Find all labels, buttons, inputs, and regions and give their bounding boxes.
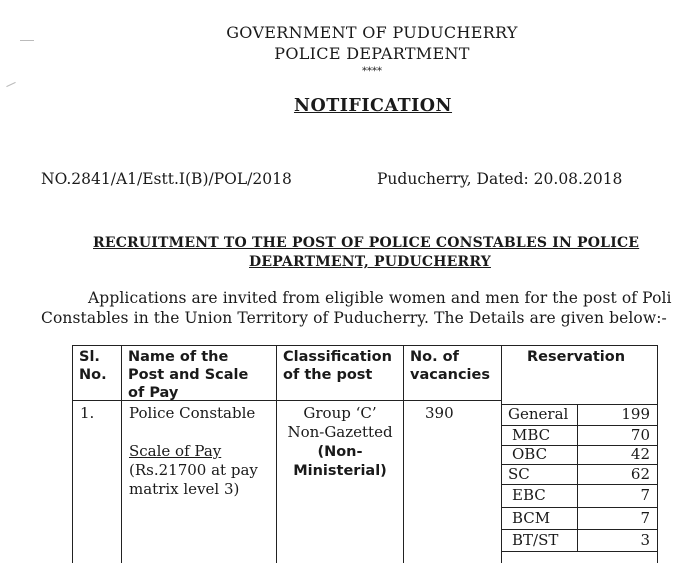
intro-line-2: Constables in the Union Territory of Puducherry. The Details are given below:- (41, 309, 667, 327)
header-sl-no-line: Sl. (79, 349, 100, 365)
header-classification-line: Classification (283, 349, 392, 365)
reservation-row-line (501, 507, 658, 508)
reservation-category: MBC (512, 426, 551, 444)
classification-nonministerial-1: (Non- (317, 444, 363, 460)
header-post (128, 348, 248, 402)
reservation-category: SC (508, 465, 530, 483)
row-sl-no: 1. (80, 404, 95, 422)
table-col-line (657, 345, 658, 563)
subject-line-1: RECRUITMENT TO THE POST OF POLICE CONSTABLES IN POLICE (93, 235, 640, 251)
reservation-category: EBC (512, 486, 546, 504)
reservation-count: 70 (630, 426, 650, 444)
header-classification (283, 348, 392, 384)
department-heading: POLICE DEPARTMENT (274, 44, 470, 63)
reservation-count: 62 (630, 465, 650, 483)
table-col-line (276, 345, 277, 563)
classification-group: Group ‘C’ (303, 404, 377, 422)
reservation-row-line (501, 484, 658, 485)
scale-of-pay-label: Scale of Pay (129, 442, 222, 460)
header-vacancies-line: No. of (410, 349, 459, 365)
table-col-line (121, 345, 122, 563)
header-stars: **** (362, 66, 382, 77)
reference-number: NO.2841/A1/Estt.I(B)/POL/2018 (41, 170, 292, 188)
header-vacancies-line: vacancies (410, 367, 490, 383)
header-sl-no-line: No. (79, 367, 107, 383)
header-reservation: Reservation (527, 349, 626, 365)
table-col-line (501, 345, 502, 563)
reservation-category: General (508, 405, 569, 423)
reservation-count: 199 (621, 405, 650, 423)
scale-detail-1: (Rs.21700 at pay (129, 461, 258, 479)
notification-title: NOTIFICATION (293, 96, 453, 116)
header-post-line: Name of the (128, 349, 229, 365)
classification-nonministerial-2: Ministerial) (293, 463, 387, 479)
scale-detail-2: matrix level 3) (129, 480, 240, 498)
reservation-count: 7 (640, 509, 650, 527)
reservation-count: 3 (640, 531, 650, 549)
reservation-count: 42 (630, 445, 650, 463)
reservation-category: BCM (512, 509, 551, 527)
header-classification-line: of the post (283, 367, 373, 383)
reservation-category: OBC (512, 445, 548, 463)
reservation-category: BT/ST (512, 531, 559, 549)
classification-gazetted: Non-Gazetted (287, 423, 393, 441)
place-date: Puducherry, Dated: 20.08.2018 (377, 170, 623, 188)
vacancies-count: 390 (425, 404, 454, 422)
header-post-line: of Pay (128, 385, 179, 401)
intro-line-1: Applications are invited from eligible women and men for the post of Poli (88, 289, 672, 307)
post-name: Police Constable (129, 404, 256, 422)
reservation-row-line (501, 551, 658, 552)
table-top-border (72, 345, 658, 346)
header-post-line: Post and Scale (128, 367, 249, 383)
header-vacancies (410, 348, 490, 384)
scan-speck (6, 82, 15, 87)
subject-line-2: DEPARTMENT, PUDUCHERRY (249, 254, 491, 270)
government-heading: GOVERNMENT OF PUDUCHERRY (226, 23, 518, 42)
reservation-count: 7 (640, 486, 650, 504)
scan-speck (20, 40, 34, 41)
reservation-row-line (501, 529, 658, 530)
table-col-line (72, 345, 73, 563)
table-col-line (403, 345, 404, 563)
header-sl-no (79, 348, 107, 384)
